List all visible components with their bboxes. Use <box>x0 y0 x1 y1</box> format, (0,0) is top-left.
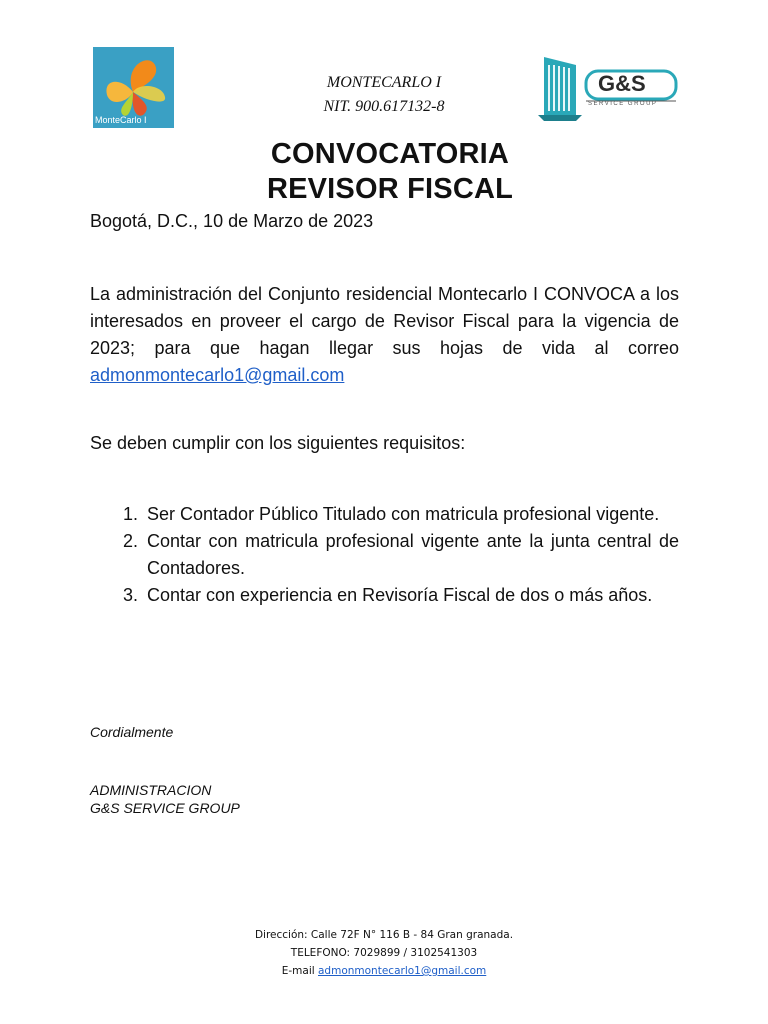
logo-left-text: MonteCarlo I <box>95 115 147 125</box>
list-number: 3. <box>123 585 139 605</box>
list-number: 2. <box>123 531 139 551</box>
email-link[interactable]: admonmontecarlo1@gmail.com <box>90 365 345 385</box>
footer-phone: TELEFONO: 7029899 / 3102541303 <box>290 947 478 959</box>
list-item <box>90 528 679 582</box>
requirements-intro: Se deben cumplir con los siguientes requisitos: <box>90 433 466 453</box>
gs-service-group-logo <box>536 53 680 121</box>
list-item-text: Contar con experiencia en Revisoría Fiscal de dos o más años. <box>147 585 653 605</box>
footer-email-label: E-mail <box>281 965 318 977</box>
date-line: Bogotá, D.C., 10 de Marzo de 2023 <box>90 211 374 231</box>
logo-right-tagline: SERVICE GROUP <box>588 101 658 107</box>
requirements-list <box>90 501 679 609</box>
list-item-text: Ser Contador Público Titulado con matricula profesional vigente. <box>147 504 660 524</box>
company-nit: NIT. 900.617132-8 <box>323 98 445 115</box>
document-title: CONVOCATORIA <box>270 138 510 170</box>
paragraph-text: La administración del Conjunto residencial Montecarlo I CONVOCA a los interesados en proveer el cargo de Revisor Fiscal para la vigencia de 2023; para que hagan llegar sus hojas de vida al correo <box>90 284 679 358</box>
document-subtitle: REVISOR FISCAL <box>266 173 514 205</box>
list-item <box>90 501 679 528</box>
montecarlo-logo <box>93 47 174 128</box>
signature-line-2: G&S SERVICE GROUP <box>90 800 240 816</box>
logo-right-mark: G&S <box>598 71 646 96</box>
list-number: 1. <box>123 504 139 524</box>
signature-line-1: ADMINISTRACION <box>90 782 212 798</box>
list-item <box>90 582 679 609</box>
footer-address: Dirección: Calle 72F N° 116 B - 84 Gran granada. <box>254 929 514 941</box>
company-name: MONTECARLO I <box>326 74 442 91</box>
closing-text: Cordialmente <box>90 724 174 740</box>
footer-email-link[interactable]: admonmontecarlo1@gmail.com <box>318 965 487 977</box>
list-item-text: Contar con matricula profesional vigente ante la junta central de Contadores. <box>147 531 679 578</box>
announcement-paragraph <box>90 281 679 389</box>
footer-email <box>150 962 618 980</box>
